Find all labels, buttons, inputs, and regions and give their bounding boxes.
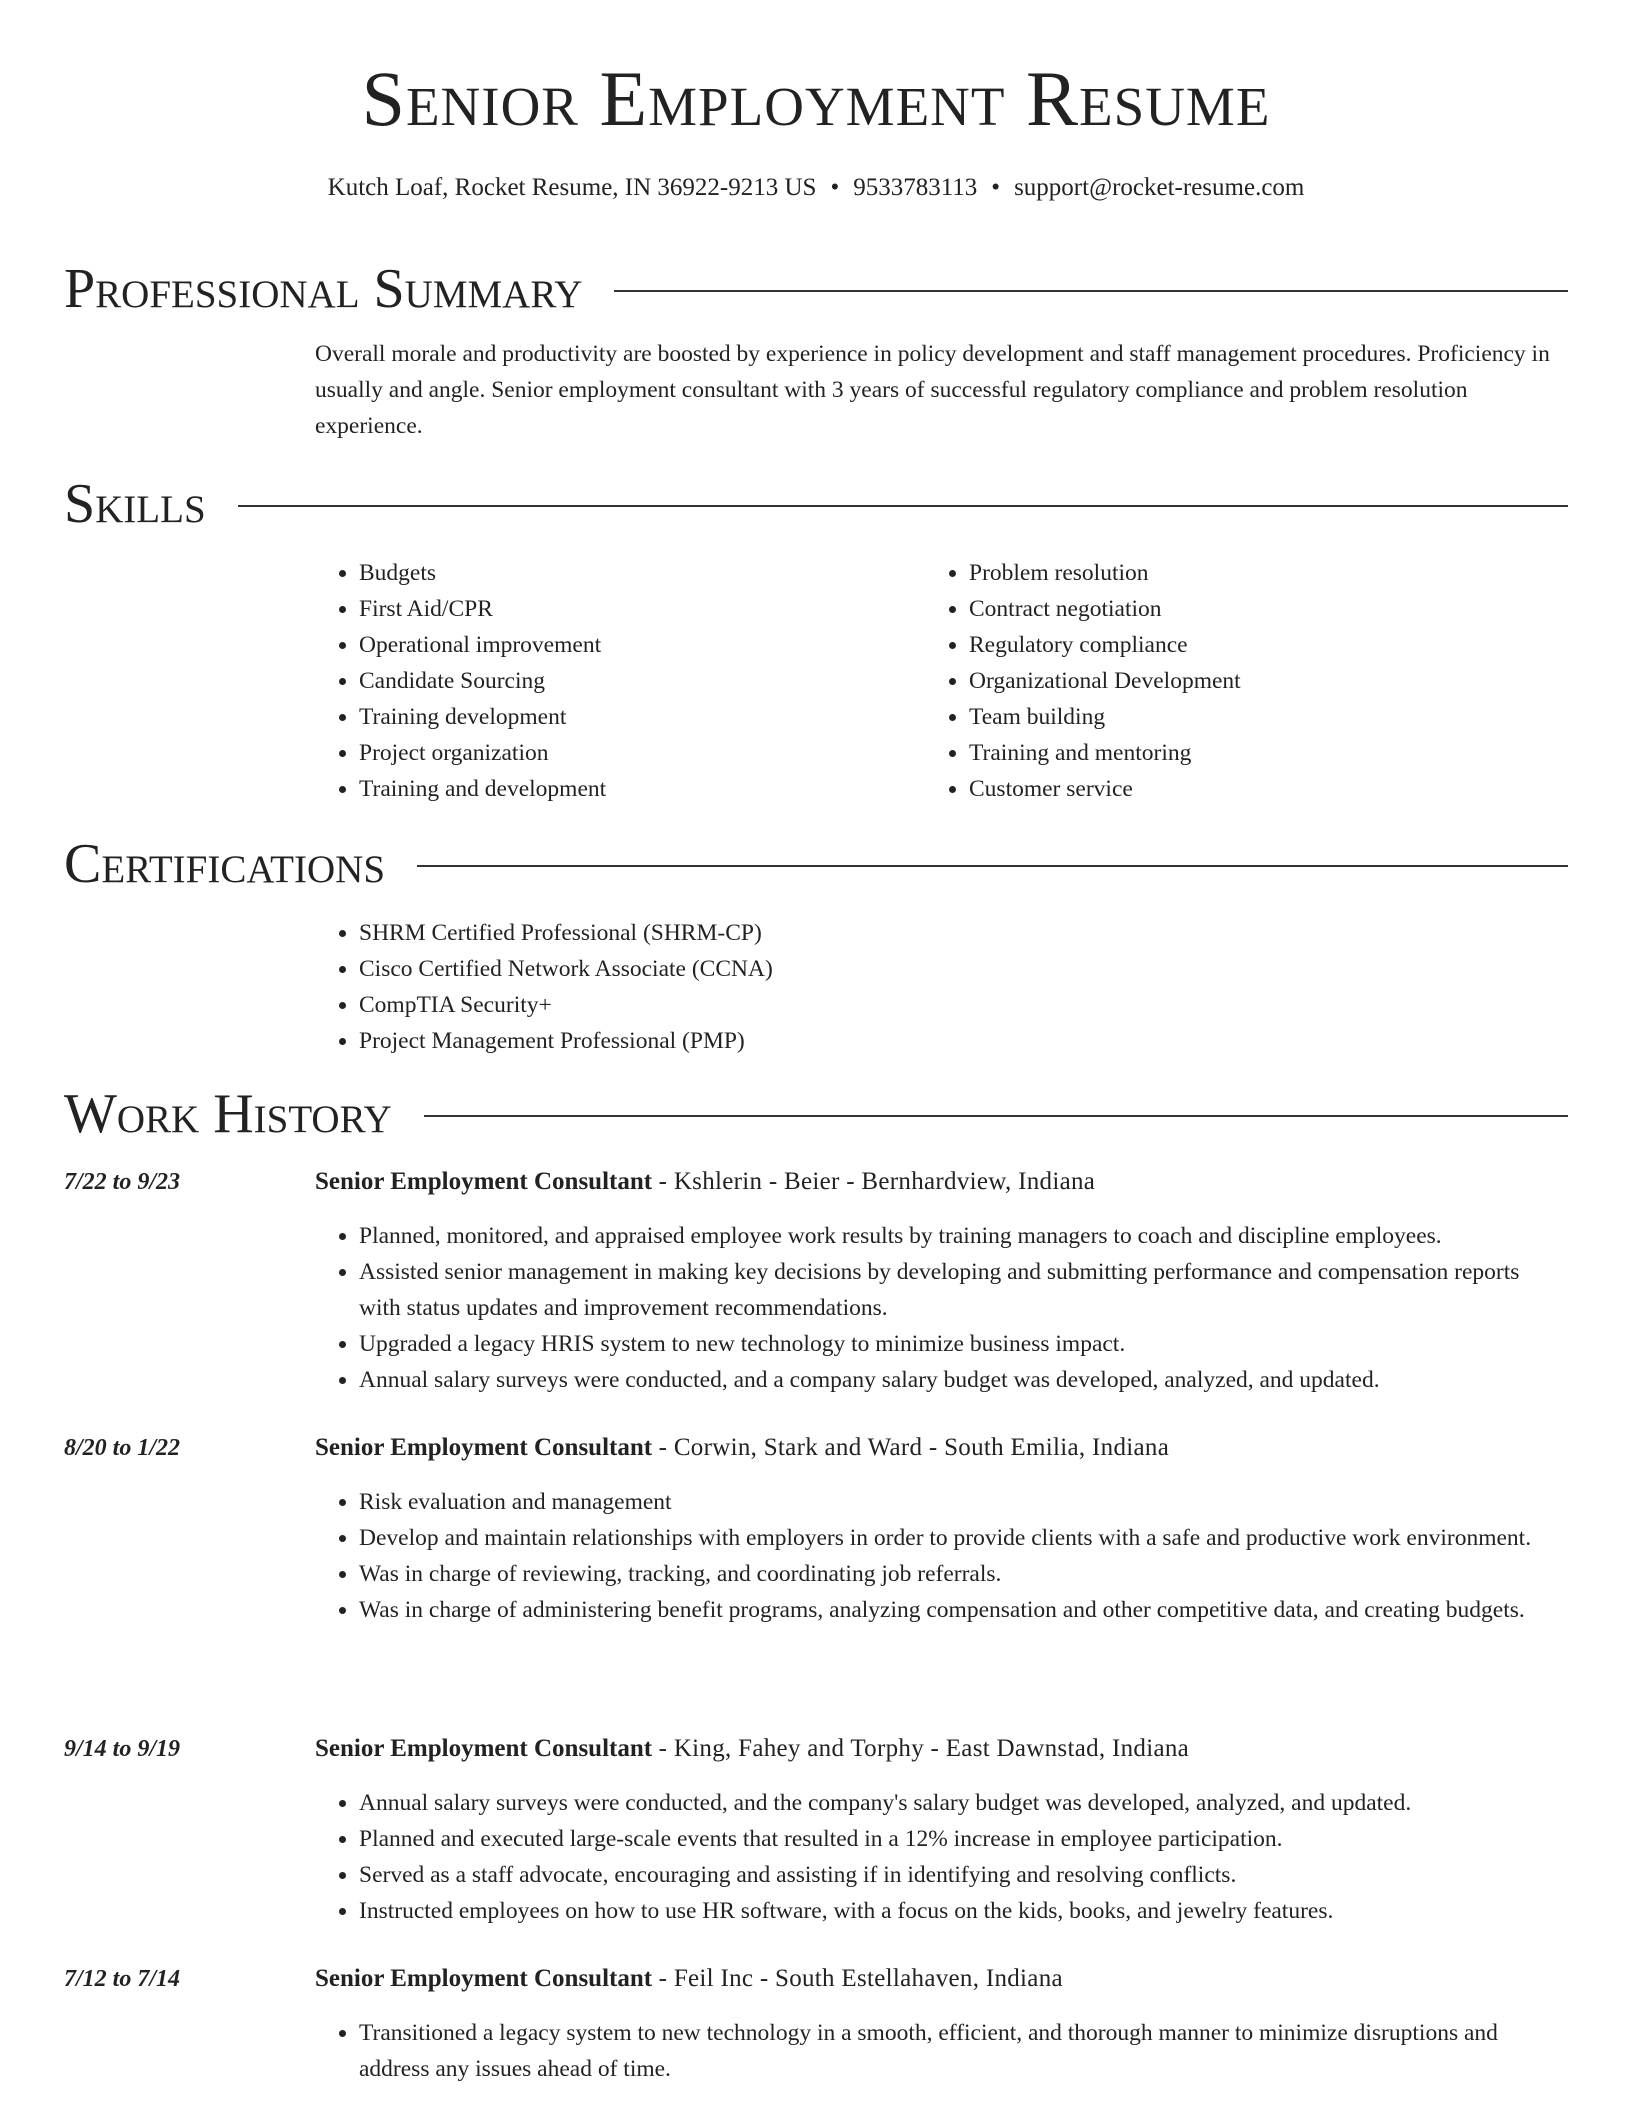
job-dates: 7/12 to 7/14 bbox=[64, 1966, 181, 1992]
job-heading bbox=[315, 1164, 1095, 1200]
skill-item: • Team building bbox=[969, 699, 1485, 735]
skill-item: • Budgets bbox=[359, 555, 875, 591]
section-divider bbox=[417, 865, 1568, 867]
section-divider bbox=[238, 505, 1568, 507]
job-bullet: • Develop and maintain relationships with employers in order to provide clients with a safe and productive work environment. bbox=[359, 1520, 1562, 1556]
certifications-heading-label: Certifications bbox=[64, 833, 386, 895]
skill-item: • Contract negotiation bbox=[969, 591, 1485, 627]
job-bullet: • Planned and executed large-scale events that resulted in a 12% increase in employee participation. bbox=[359, 1821, 1562, 1857]
skill-item: • Customer service bbox=[969, 771, 1485, 807]
skills-heading-label: Skills bbox=[64, 473, 206, 535]
certification-item: • CompTIA Security+ bbox=[359, 987, 1562, 1023]
summary-text: Overall morale and productivity are boosted by experience in policy development and staff management procedures. Proficiency in usually and angle. Senior employment consultant with 3 years of successful regulatory compliance and problem resolution experience. bbox=[315, 341, 1550, 439]
resume-title: Senior Employment Resume bbox=[361, 55, 1271, 142]
skill-item: • Organizational Development bbox=[969, 663, 1485, 699]
job-bullet: • Assisted senior management in making key decisions by developing and submitting performance and compensation reports with status updates and improvement recommendations. bbox=[359, 1254, 1562, 1326]
section-divider bbox=[424, 1115, 1568, 1117]
summary-section-heading bbox=[64, 256, 1568, 322]
skills-list-left bbox=[315, 555, 875, 807]
job-bullet: • Planned, monitored, and appraised employee work results by training managers to coach and discipline employees. bbox=[359, 1218, 1562, 1254]
skills-list-right bbox=[925, 555, 1485, 807]
job-dates: 9/14 to 9/19 bbox=[64, 1736, 181, 1762]
job-bullet: • Transitioned a legacy system to new technology in a smooth, efficient, and thorough manner to minimize disruptions and address any issues ahead of time. bbox=[359, 2015, 1562, 2087]
contact-separator: • bbox=[830, 174, 840, 201]
certifications-block bbox=[315, 915, 1562, 1059]
job-bullets bbox=[315, 1218, 1562, 1398]
work-heading-label: Work History bbox=[64, 1083, 392, 1145]
contact-separator: • bbox=[991, 174, 1001, 201]
job-bullet: • Risk evaluation and management bbox=[359, 1484, 1562, 1520]
job-bullet: • Served as a staff advocate, encouraging and assisting if in identifying and resolving conflicts. bbox=[359, 1857, 1562, 1893]
job-bullets bbox=[315, 1785, 1562, 1929]
job-dates: 8/20 to 1/22 bbox=[64, 1435, 181, 1461]
contact-phone: 9533783113 bbox=[853, 174, 978, 201]
job-employer-location: - Kshlerin - Beier - Bernhardview, Indiana bbox=[652, 1168, 1096, 1195]
contact-email: support@rocket-resume.com bbox=[1014, 174, 1305, 201]
job-bullets bbox=[315, 2015, 1562, 2087]
job-heading bbox=[315, 1430, 1169, 1466]
certification-item: • SHRM Certified Professional (SHRM-CP) bbox=[359, 915, 1562, 951]
certification-item: • Project Management Professional (PMP) bbox=[359, 1023, 1562, 1059]
certifications-section-heading bbox=[64, 831, 1568, 897]
section-divider bbox=[614, 290, 1568, 292]
skill-item: • Operational improvement bbox=[359, 627, 875, 663]
job-employer-location: - Feil Inc - South Estellahaven, Indiana bbox=[652, 1965, 1063, 1992]
contact-address: Kutch Loaf, Rocket Resume, IN 36922-9213 US bbox=[327, 174, 817, 201]
skills-column-left bbox=[315, 555, 875, 807]
skill-item: • First Aid/CPR bbox=[359, 591, 875, 627]
job-employer-location: - Corwin, Stark and Ward - South Emilia, Indiana bbox=[652, 1434, 1170, 1461]
job-dates: 7/22 to 9/23 bbox=[64, 1169, 181, 1195]
skill-item: • Training and mentoring bbox=[969, 735, 1485, 771]
job-title: Senior Employment Consultant bbox=[315, 1965, 653, 1992]
work-section-heading bbox=[64, 1081, 1568, 1147]
skill-item: • Training development bbox=[359, 699, 875, 735]
contact-line bbox=[0, 174, 1632, 202]
job-heading bbox=[315, 1961, 1063, 1997]
job-bullet: • Instructed employees on how to use HR software, with a focus on the kids, books, and jewelry features. bbox=[359, 1893, 1562, 1929]
certification-item: • Cisco Certified Network Associate (CCNA) bbox=[359, 951, 1562, 987]
skills-column-right bbox=[925, 555, 1485, 807]
job-heading bbox=[315, 1731, 1189, 1767]
job-bullet: • Was in charge of administering benefit programs, analyzing compensation and other competitive data, and creating budgets. bbox=[359, 1592, 1562, 1628]
skills-section-heading bbox=[64, 471, 1568, 537]
job-title: Senior Employment Consultant bbox=[315, 1735, 653, 1762]
summary-heading-label: Professional Summary bbox=[64, 258, 583, 320]
skill-item: • Candidate Sourcing bbox=[359, 663, 875, 699]
skill-item: • Regulatory compliance bbox=[969, 627, 1485, 663]
job-bullet: • Was in charge of reviewing, tracking, and coordinating job referrals. bbox=[359, 1556, 1562, 1592]
certifications-list bbox=[315, 915, 1562, 1059]
job-bullets bbox=[315, 1484, 1562, 1628]
skill-item: • Problem resolution bbox=[969, 555, 1485, 591]
job-bullet: • Annual salary surveys were conducted, and a company salary budget was developed, analyzed, and updated. bbox=[359, 1362, 1562, 1398]
skill-item: • Project organization bbox=[359, 735, 875, 771]
job-title: Senior Employment Consultant bbox=[315, 1168, 653, 1195]
skill-item: • Training and development bbox=[359, 771, 875, 807]
job-bullet: • Upgraded a legacy HRIS system to new technology to minimize business impact. bbox=[359, 1326, 1562, 1362]
job-bullet: • Annual salary surveys were conducted, and the company's salary budget was developed, analyzed, and updated. bbox=[359, 1785, 1562, 1821]
job-employer-location: - King, Fahey and Torphy - East Dawnstad, Indiana bbox=[652, 1735, 1190, 1762]
job-title: Senior Employment Consultant bbox=[315, 1434, 653, 1461]
